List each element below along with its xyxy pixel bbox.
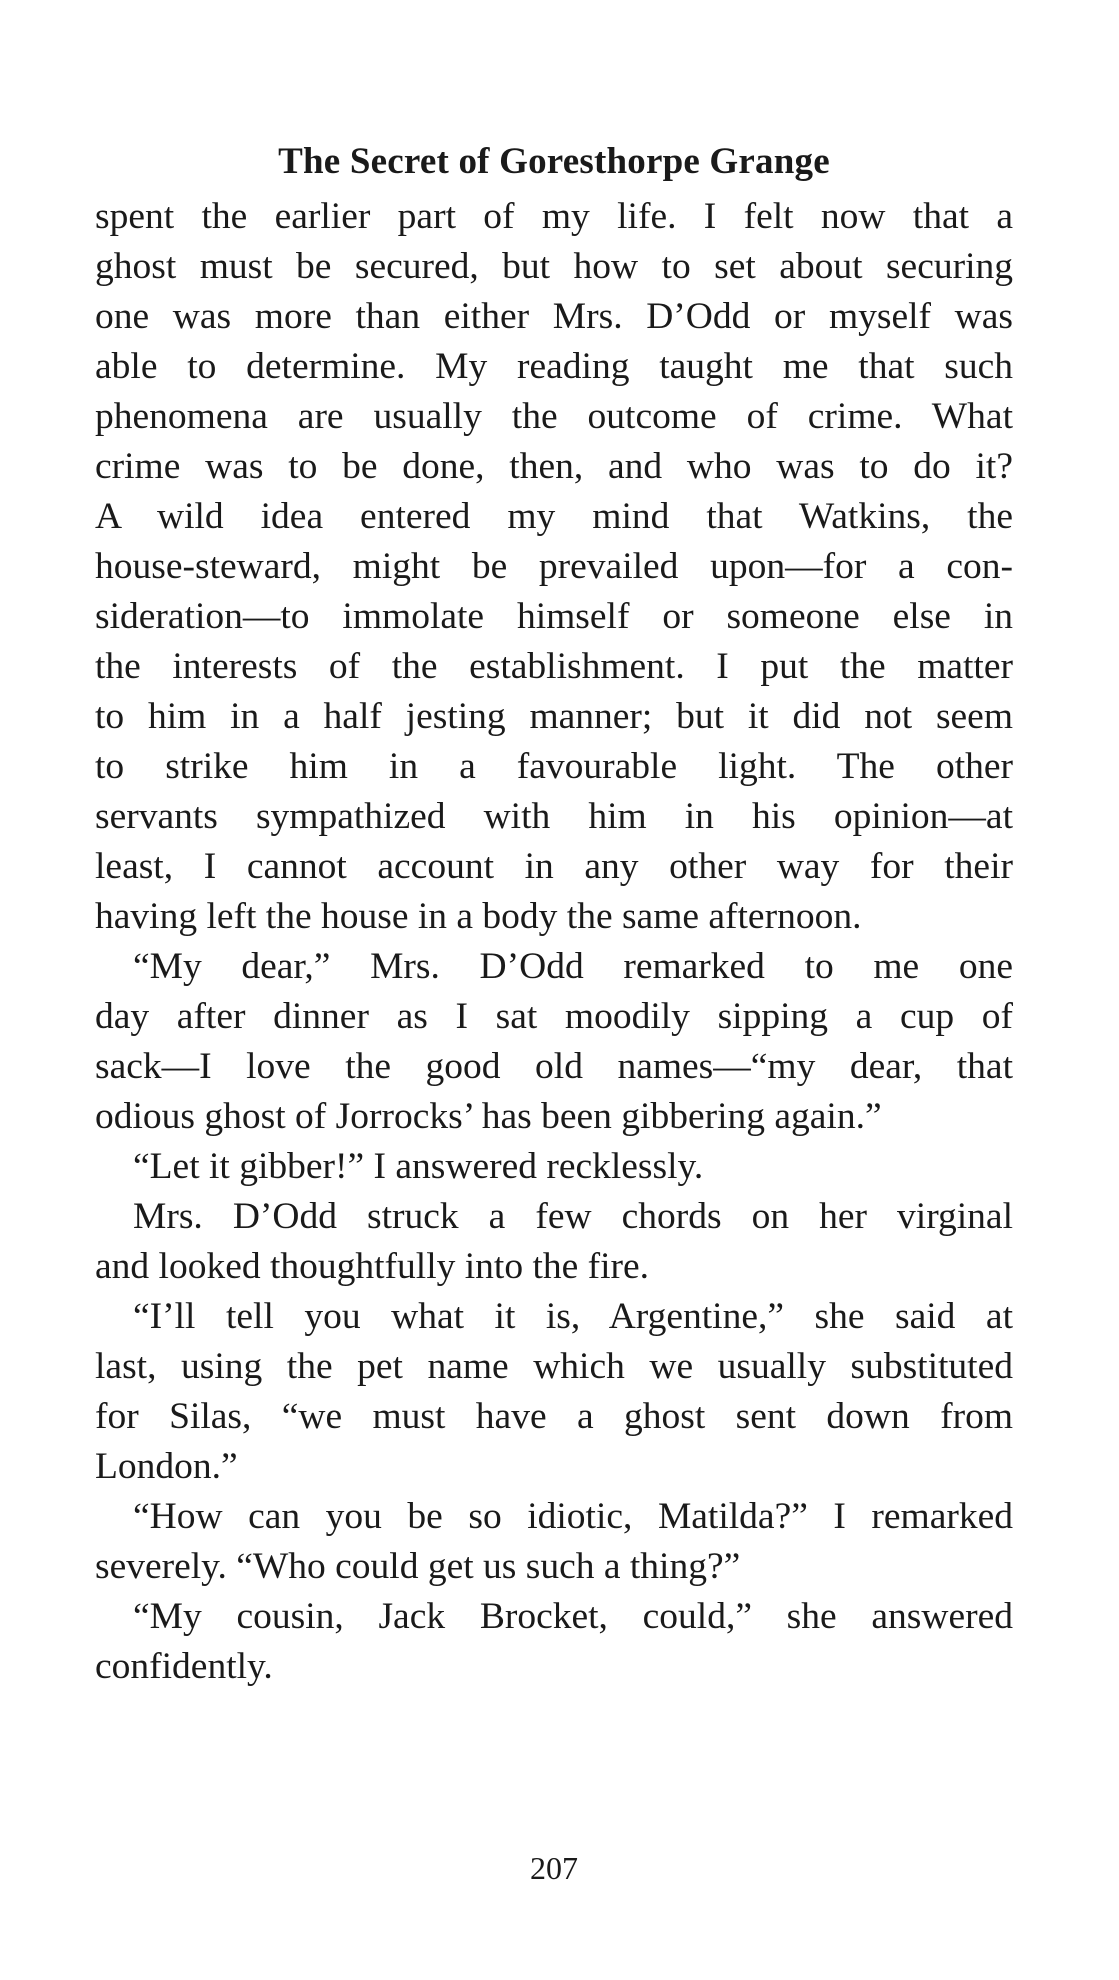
text-line: A wild idea entered my mind that Watkins, the [95, 496, 1013, 537]
text-line: servants sympathized with him in his opinion—at [95, 796, 1013, 837]
text-line: phenomena are usually the outcome of crime. What [95, 396, 1013, 437]
running-head: The Secret of Goresthorpe Grange [278, 141, 830, 182]
text-line: last, using the pet name which we usually substituted [95, 1346, 1013, 1387]
text-line: to him in a half jesting manner; but it did not seem [95, 696, 1013, 737]
text-line: “How can you be so idiotic, Matilda?” I remarked [133, 1496, 1013, 1537]
text-line: least, I cannot account in any other way for their [95, 846, 1013, 887]
book-page [95, 136, 1013, 1886]
text-line: for Silas, “we must have a ghost sent down from [95, 1396, 1013, 1437]
text-line: “I’ll tell you what it is, Argentine,” she said at [133, 1296, 1013, 1337]
text-line: and looked thoughtfully into the fire. [95, 1246, 650, 1287]
text-line: confidently. [95, 1646, 273, 1687]
text-line: to strike him in a favourable light. The other [95, 746, 1013, 787]
text-line: sideration—to immolate himself or someone else in [95, 596, 1013, 637]
text-line: “My cousin, Jack Brocket, could,” she answered [133, 1596, 1013, 1637]
text-line: able to determine. My reading taught me that such [95, 346, 1013, 387]
text-line: spent the earlier part of my life. I felt now that a [95, 196, 1013, 237]
text-line: crime was to be done, then, and who was to do it? [95, 446, 1013, 487]
text-line: “My dear,” Mrs. D’Odd remarked to me one [133, 946, 1013, 987]
text-line: sack—I love the good old names—“my dear, that [95, 1046, 1013, 1087]
text-line: house-steward, might be prevailed upon—for a con- [95, 546, 1013, 587]
body-text [95, 192, 1013, 1692]
text-line: having left the house in a body the same afternoon. [95, 896, 862, 937]
text-line: “Let it gibber!” I answered recklessly. [133, 1146, 704, 1187]
text-line: London.” [95, 1446, 238, 1487]
text-line: day after dinner as I sat moodily sipping a cup of [95, 996, 1013, 1037]
page-number: 207 [530, 1850, 578, 1886]
text-line: one was more than either Mrs. D’Odd or myself was [95, 296, 1013, 337]
text-line: odious ghost of Jorrocks’ has been gibbering again.” [95, 1096, 882, 1137]
text-line: the interests of the establishment. I put the matter [95, 646, 1013, 687]
text-line: severely. “Who could get us such a thing?” [95, 1546, 741, 1587]
text-line: ghost must be secured, but how to set about securing [95, 246, 1013, 287]
text-line: Mrs. D’Odd struck a few chords on her virginal [133, 1196, 1013, 1237]
